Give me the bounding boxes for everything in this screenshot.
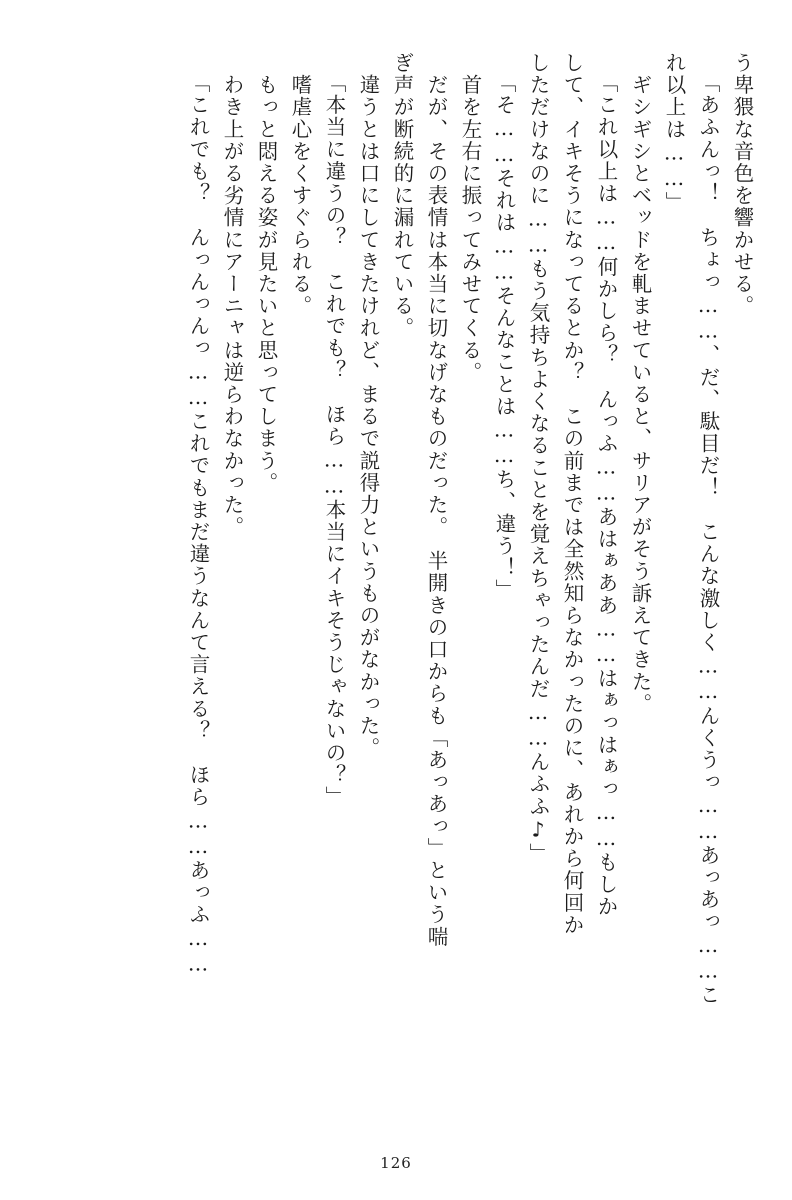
text-line: う卑猥な音色を響かせる。 — [730, 52, 754, 318]
text-line: 「そ……それは……そんなことは……ち、違う！」 — [492, 72, 516, 602]
text-line: ギシギシとベッドを軋ませていると、サリアがそう訴えてきた。 — [628, 52, 652, 715]
text-line: 嗜虐心をくすぐられる。 — [288, 52, 312, 318]
text-line: 「これでも？ んっんっんっ……これでもまだ違うなんて言える？ ほら……あっふ…… — [186, 72, 210, 977]
text-line: 首を左右に振ってみせてくる。 — [458, 52, 482, 384]
text-line: ぎ声が断続的に漏れている。 — [390, 52, 414, 340]
text-line: しただけなのに……もう気持ちよくなることを覚えちゃったんだ……んふふ♪」 — [526, 52, 550, 866]
text-line: だが、その表情は本当に切なげなものだった。 半開きの口からも「あっあっ」という喘 — [424, 52, 448, 948]
text-line: 「本当に違うの？ これでも？ ほら……本当にイキそうじゃないの？」 — [322, 72, 346, 809]
text-line: れ以上は……」 — [662, 52, 686, 214]
text-line: 違うとは口にしてきたけれど、まるで説得力というものがなかった。 — [356, 52, 380, 760]
text-line: わき上がる劣情にアーニャは逆らわなかった。 — [220, 52, 244, 539]
text-line: 「あふんっ！ ちょっ……、だ、駄目だ！ こんな激しく……んくうっ……あっあっ……こ — [696, 72, 720, 1007]
text-line: して、イキそうになってるとか？ この前までは全然知らなかったのに、あれから何回か — [560, 52, 584, 936]
vertical-text-block — [40, 52, 752, 1122]
page-number: 126 — [380, 1154, 412, 1172]
text-line: 「これ以上は……何かしら？ んっふ……あはぁああ……はぁっはぁっ……もしか — [594, 72, 618, 918]
text-line: もっと悶える姿が見たいと思ってしまう。 — [254, 52, 278, 494]
